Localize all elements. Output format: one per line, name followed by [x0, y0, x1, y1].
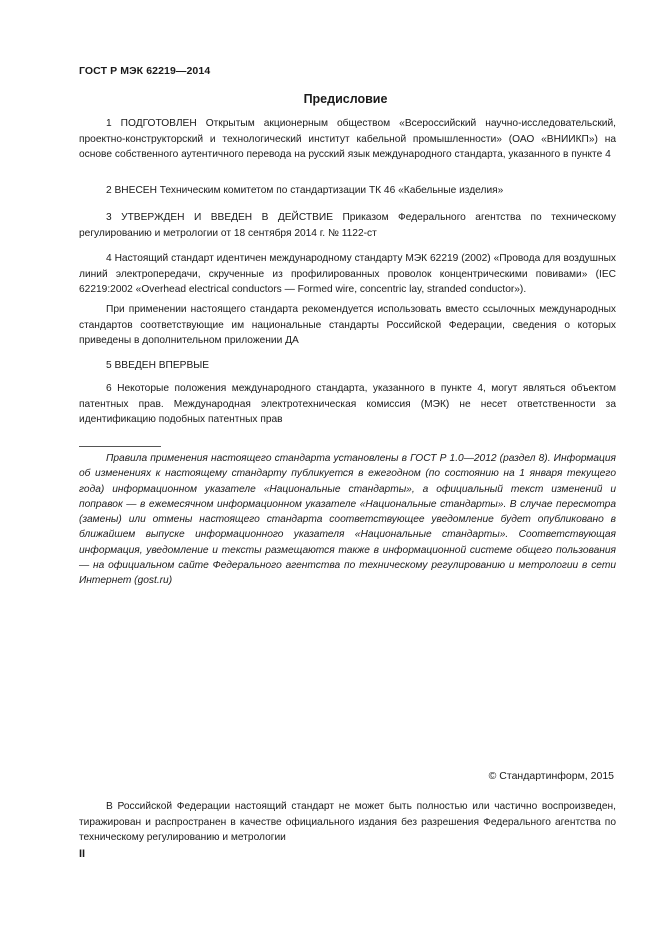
paragraph-reference-standards: При применении настоящего стандарта рекомендуется использовать вместо ссылочных международных стандартов соответствующие им национальные стандарты Российской Федерации, сведения о которых приведены в дополнительном приложении ДА	[79, 304, 616, 346]
paragraph-prepared-by: 1 ПОДГОТОВЛЕН Открытым акционерным обществом «Всероссийский научно-исследовательский, проектно-конструкторский и технологический институт кабельной промышленности» (ОАО «ВНИИКП») на основе собственного аутентичного перевода на русский язык международного стандарта, указанного в пункте 4	[79, 118, 616, 160]
document-code-header: ГОСТ Р МЭК 62219—2014	[79, 65, 211, 77]
paragraph-identical-standard: 4 Настоящий стандарт идентичен международному стандарту МЭК 62219 (2002) «Провода для воздушных линий электропередачи, скрученные из профилированных проволок концентрическими повивами» (IEC 62219:2002 «Overhead electrical conductors — Formed wire, concentric lay, stranded conductor»).	[79, 253, 616, 295]
paragraph-approved: 3 УТВЕРЖДЕН И ВВЕДЕН В ДЕЙСТВИЕ Приказом Федерального агентства по техническому регулированию и метрологии от 18 сентября 2014 г. № 1122-ст	[79, 212, 616, 239]
paragraph-introduced-first: 5 ВВЕДЕН ВПЕРВЫЕ	[106, 360, 210, 371]
copyright-line: © Стандартинформ, 2015	[488, 770, 614, 782]
paragraph-patent-rights: 6 Некоторые положения международного стандарта, указанного в пункте 4, могут являться объектом патентных прав. Международная электротехническая комиссия (МЭК) не несет ответственности за идентификацию подобных патентных прав	[79, 383, 616, 425]
application-rules-note: Правила применения настоящего стандарта установлены в ГОСТ Р 1.0—2012 (раздел 8). Информация об изменениях к настоящему стандарту публикуется в ежегодном (по состоянию на 1 января текущего года) информационном указателе «Национальные стандарты», а официальный текст изменений и поправок — в ежемесячном информационном указателе «Национальные стандарты». В случае пересмотра (замены) или отмены настоящего стандарта соответствующее уведомление будет опубликовано в ближайшем выпуске информационного указателя «Национальные стандарты». Соответствующая информация, уведомление и тексты размещаются также в информационной системе общего пользования — на официальном сайте Федерального агентства по техническому регулированию и метрологии в сети Интернет (gost.ru)	[79, 453, 616, 587]
section-title	[0, 92, 661, 106]
rights-notice: В Российской Федерации настоящий стандарт не может быть полностью или частично воспроизведен, тиражирован и распространен в качестве официального издания без разрешения Федерального агентства по техническому регулированию и метрологии	[79, 801, 616, 843]
paragraph-submitted-by: 2 ВНЕСЕН Техническим комитетом по стандартизации ТК 46 «Кабельные изделия»	[106, 185, 504, 196]
page-number: II	[79, 848, 86, 860]
note-separator	[79, 446, 161, 447]
section-title-text: Предисловие	[303, 92, 388, 106]
